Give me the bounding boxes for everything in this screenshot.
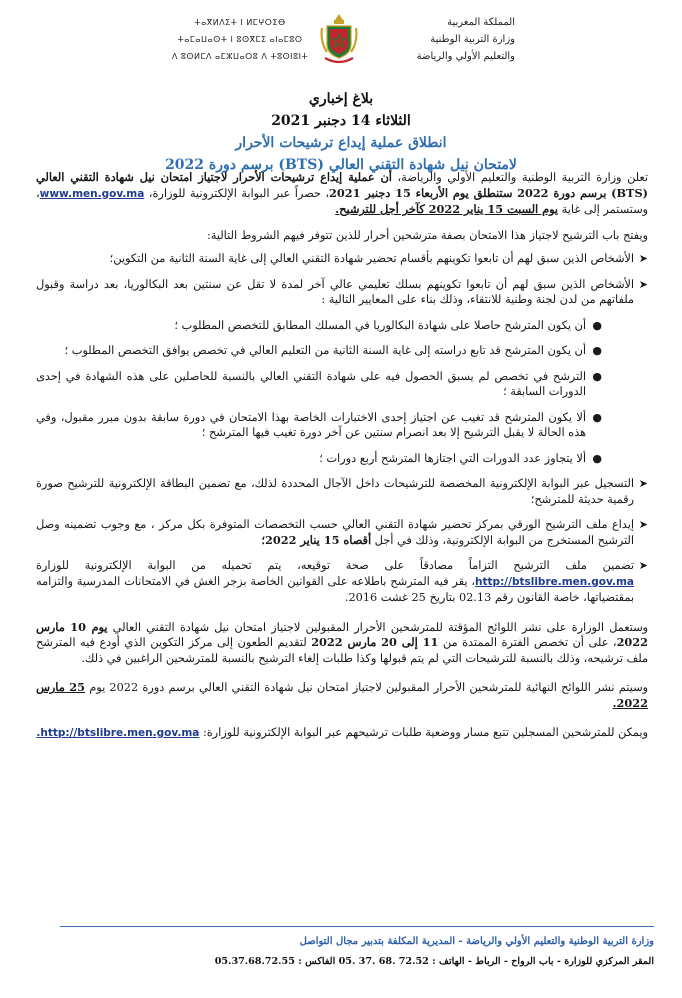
arabic-line-3: والتعليم الأولي والرياضة bbox=[416, 51, 515, 62]
tifinagh-line-1: ⵜⴰⴳⵍⴷⵉⵜ ⵏ ⵍⵎⵖⵔⵉⴱ bbox=[194, 18, 286, 27]
dot-bullet-icon: ● bbox=[592, 410, 602, 424]
criteria-item bbox=[36, 318, 614, 334]
para1-e: لتقديم الطعون إلى مركز التكوين الذي أودع فيه المترشح ملف ترشيحه، وذلك بالنسبة للترشيحات التي لم يتم قبولها وكذا طلبات إلغاء الترشيح بالنسبة للمترشحين الراغبين في ذلك. bbox=[36, 636, 648, 665]
arrow-bullet-icon: ➤ bbox=[638, 252, 648, 265]
doc-type-title: بلاغ إخباري bbox=[308, 91, 374, 107]
arrow-bullet-icon: ➤ bbox=[638, 277, 648, 291]
final-lists-paragraph bbox=[36, 680, 648, 711]
para1-c: ، على أن تخصص الفترة الممتدة من bbox=[438, 636, 617, 649]
title-block bbox=[100, 88, 582, 176]
criteria-item bbox=[36, 451, 614, 467]
procedure-deadline: أقصاه 15 يناير 2022؛ bbox=[261, 532, 372, 547]
date-title: الثلاثاء 14 دجنبر 2021 bbox=[271, 113, 411, 129]
criteria-text: الترشح في تخصص لم يسبق الحصول فيه على شهادة التقني العالي بالنسبة للحاصلين على هذه الشهادة في إحدى الدورات السابقة ؛ bbox=[36, 369, 586, 398]
intro-d: ، وستستمر إلى غاية bbox=[36, 186, 648, 216]
dot-bullet-icon: ● bbox=[592, 318, 602, 332]
criteria-text: أن يكون المترشح قد تابع دراسته إلى غاية السنة الثانية من التعليم العالي في تخصص يوافق التخصص المطلوب ؛ bbox=[64, 344, 586, 357]
footer-contact: المقر المركزي للوزارة - باب الرواح - الرباط - الهاتف : 72.52 .68 .37 .05 الفاكس : 05.37.68.72.55 bbox=[214, 956, 654, 967]
criteria-item bbox=[36, 369, 614, 400]
criteria-item bbox=[36, 410, 614, 441]
para3-a: ويمكن للمترشحين المسجلين تتبع مسار ووضعية طلبات ترشيحهم عبر البوابة الإلكترونية للوزارة: bbox=[199, 726, 648, 739]
dot-bullet-icon: ● bbox=[592, 369, 602, 383]
tracking-paragraph bbox=[36, 725, 648, 742]
para2-a: وسيتم نشر اللوائح النهائية للمترشحين الأحرار المقبولين لاجتياز امتحان نيل شهادة التقني العالي برسم دورة 2022 يوم bbox=[85, 681, 648, 694]
ministry-website-link[interactable]: www.men.gov.ma bbox=[39, 187, 145, 200]
procedure-text: تضمين ملف الترشيح التزاماً مصادقاً على صحة توقيعه، يتم تحميله من البوابة الإلكترونية للوزارة bbox=[36, 559, 634, 572]
arabic-line-2: وزارة التربية الوطنية bbox=[430, 34, 515, 45]
arrow-bullet-icon: ➤ bbox=[638, 559, 648, 572]
procedure-text-end: ، يقر فيه المترشح باطلاعه على القوانين الخاصة بزجر الغش في الامتحانات المدرسية والتزامه بمقتضياتها، خاصة القانون رقم 02.13 بتاريخ 25 غشت 2016. bbox=[36, 574, 634, 604]
criteria-item bbox=[36, 343, 614, 359]
condition-text: الأشخاص الذين سبق لهم أن تابعوا تكوينهم بأقسام تحضير شهادة التقني العالي إلى غاية السنة الثانية من التكوين؛ bbox=[109, 252, 634, 265]
dot-bullet-icon: ● bbox=[592, 451, 602, 465]
arrow-bullet-icon: ➤ bbox=[638, 518, 648, 531]
provisional-list-date: يوم 10 مارس 2022 bbox=[36, 619, 649, 649]
footer-divider bbox=[60, 926, 654, 927]
arabic-header bbox=[365, 14, 515, 65]
procedure-text: التسجيل عبر البوابة الإلكترونية المخصصة للترشيحات داخل الآجال المحددة لذلك، مع تضمين البطاقة الإلكترونية للترشيح صورة رقمية حديثة للمترشح؛ bbox=[36, 477, 634, 506]
criteria-text: ألا يكون المترشح قد تغيب عن اجتياز إحدى الاختبارات الخاصة بهذا الامتحان في دورة سابقة بدون مبرر مقبول، وفي هذه الحالة لا يقبل الترشيح إلا بعد انصرام سنتين عن آخر دورة تغيب فيها المترشح ؛ bbox=[36, 410, 586, 439]
footer-ministry: وزارة التربية الوطنية والتعليم الأولي والرياضة - المديرية المكلفة بتدبير مجال التواصل bbox=[299, 936, 654, 947]
body-text bbox=[36, 170, 648, 752]
intro-deadline: يوم السبت 15 يناير 2022 كآخر أجل للترشيح. bbox=[335, 202, 559, 216]
dot-bullet-icon: ● bbox=[592, 344, 602, 357]
tifinagh-line-2: ⵜⴰⵎⴰⵡⴰⵙⵜ ⵏ ⵓⵙⴳⵎⵉ ⴰⵏⴰⵎⵓⵔ bbox=[177, 35, 303, 44]
provisional-lists-paragraph bbox=[36, 620, 648, 667]
intro-c: ، حصراً عبر البوابة الإلكترونية للوزارة، bbox=[144, 186, 329, 200]
tifinagh-line-3: ⴷ ⵓⵙⵍⵎⴷ ⴰⵎⵣⵡⴰⵔⵓ ⴷ ⵜⵓⵙⵏⵓⵏⵜ bbox=[171, 52, 309, 61]
conditions-lead: ويفتح باب الترشيح لاجتياز هذا الامتحان بصفة مترشحين أحرار للذين تتوفر فيهم الشروط التالية: bbox=[206, 228, 648, 242]
intro-paragraph bbox=[36, 170, 648, 218]
btslibre-link[interactable]: http://btslibre.men.gov.ma bbox=[475, 575, 634, 588]
condition-item bbox=[36, 251, 648, 267]
arrow-bullet-icon: ➤ bbox=[638, 477, 648, 490]
criteria-text: أن يكون المترشح حاصلا على شهادة البكالوريا في المسلك المطابق للتخصص المطلوب ؛ bbox=[174, 318, 586, 332]
subject-subtitle: لامتحان نيل شهادة التقني العالي (BTS) برسم دورة 2022 bbox=[165, 157, 517, 173]
procedure-item bbox=[36, 517, 648, 548]
subject-title: انطلاق عملية إيداع ترشيحات الأحرار bbox=[235, 135, 447, 151]
intro-b: أن عملية إيداع ترشيحات الأحرار لاجتياز امتحان نيل شهادة التقني العالي (BTS) برسم دورة 2022 ستنطلق يوم الأربعاء 15 دجنبر 2021 bbox=[36, 170, 648, 200]
procedure-text: إيداع ملف الترشيح الورقي بمركز تحضير شهادة التقني العالي حسب التخصصات المتوفرة بكل مركز ، مع وجوب تضمينه وصل الترشيح المستخرج من البوابة الإلكترونية، وذلك في أجل bbox=[36, 518, 634, 547]
tifinagh-header bbox=[165, 14, 315, 65]
condition-item bbox=[36, 277, 648, 308]
arabic-line-1: المملكة المغربية bbox=[447, 17, 515, 28]
final-list-date: 25 مارس 2022. bbox=[36, 680, 648, 710]
procedure-item bbox=[36, 558, 648, 606]
para1-a: وستعمل الوزارة على نشر اللوائح المؤقتة للمترشحين الأحرار المقبولين لاجتياز امتحان نيل شهادة التقني العالي bbox=[107, 620, 648, 634]
criteria-text: ألا يتجاوز عدد الدورات التي اجتازها المترشح أربع دورات ؛ bbox=[319, 451, 586, 465]
moroccan-coat-of-arms-icon bbox=[319, 12, 359, 68]
condition-text: الأشخاص الذين سبق لهم أن تابعوا تكوينهم بسلك تعليمي عالي آخر لمدة لا تقل عن سنتين بعد البكالوريا، بعد دراسة وقبول ملفاتهم من لدن لجنة وطنية للانتقاء، وذلك بناء على المعايير التالية : bbox=[36, 277, 634, 306]
procedure-item bbox=[36, 476, 648, 507]
tracking-link[interactable]: http://btslibre.men.gov.ma. bbox=[36, 727, 200, 739]
appeal-period: 11 إلى 20 مارس 2022 bbox=[311, 635, 439, 649]
intro-a: تعلن وزارة التربية الوطنية والتعليم الأولي والرياضة، bbox=[391, 171, 648, 184]
